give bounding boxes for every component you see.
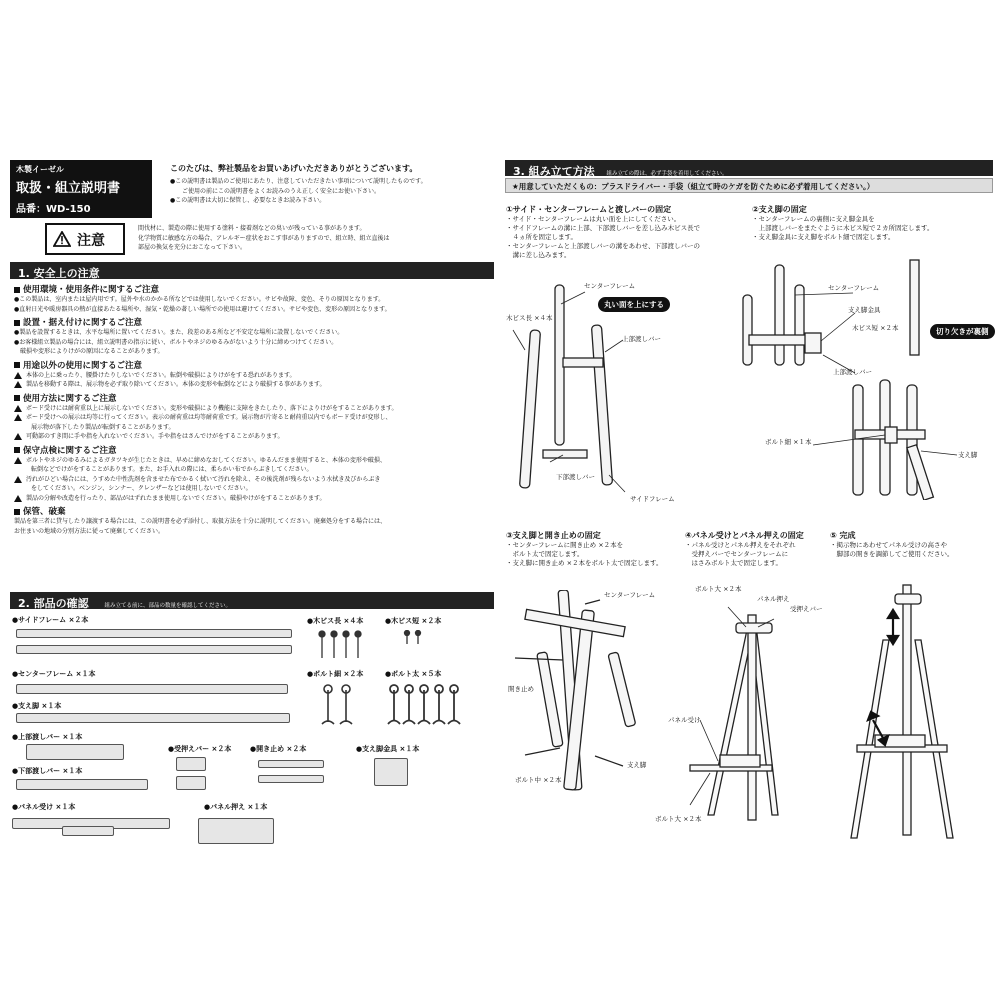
warning-icon (14, 372, 22, 379)
step5-heading: ⑤ 完成 (830, 531, 856, 540)
safety-line: 製品を移動する際は、展示物を必ず取り除いてください。本体の変形や転倒などにより破損する事があります。 (14, 380, 496, 390)
caution-line: 化学物質に敏感な方の場合、アレルギー症状をおこす事がありますので、組立時、組立直後は (138, 234, 390, 242)
step3-heading: ③支え脚と開き止めの固定 (506, 531, 601, 540)
bolt-thick-icons (386, 684, 466, 728)
step2-label-center: センターフレーム (828, 284, 880, 292)
step2-label-bolt: ボルト細 ×１本 (765, 438, 812, 446)
safety-line: 展示物が落下したり製品が転倒することがあります。 (25, 423, 175, 431)
safety-heading: 使用環境・使用条件に関するご注意 (14, 283, 496, 295)
step-line: 受押えバーでセンターフレームに (685, 550, 789, 558)
section2-note: 組み立てる前に、部品の数量を確認してください。 (104, 603, 232, 609)
step-line: はさみボルト太で固定します。 (685, 559, 782, 567)
safety-block (14, 359, 496, 390)
warning-icon (14, 476, 22, 483)
part-side-frame-label: ●サイドフレーム ×２本 (12, 616, 89, 624)
receiver-bar-shape (176, 776, 206, 790)
part-receiver-bar-label: ●受押えバー ×２本 (168, 745, 232, 753)
step-line: ・センターフレームの裏側に支え脚金具を (752, 215, 875, 223)
step3-label-stop: 開き止め (508, 685, 534, 693)
lower-bar-shape (16, 779, 148, 790)
safety-line: 汚れがひどい場合には、うすめた中性洗剤を含ませた布でかるく拭いて汚れを除え、その後洗剤が残らないよう水拭き及びからぶき (14, 475, 496, 485)
intro-line: ご使用の前にこの説明書をよくお読みのうえ正しく安全にお使い下さい。 (182, 187, 381, 195)
step3-label-leg: 支え脚 (627, 761, 647, 769)
step1-callout-round: 丸い面を上にする (598, 297, 670, 312)
step5-text (830, 530, 954, 559)
safety-block (14, 505, 496, 536)
safety-line: 製品の分解や改造を行ったり、部品がはずれたまま使用しないでください。破損やけがをすることがあります。 (14, 494, 496, 504)
part-opening-stop-label: ●開き止め ×２本 (250, 745, 307, 753)
step3-label-bolt: ボルト中 ×２本 (515, 776, 562, 784)
tools-text: ★用意していただくもの：プラスドライバー・手袋（組立て時のケガを防ぐために必ず着用してください。） (512, 182, 875, 191)
step2-label-bracket: 支え脚金具 (848, 306, 881, 314)
step2-label-leg: 支え脚 (958, 451, 978, 459)
step1-label-side: サイドフレーム (630, 495, 675, 503)
warning-icon (14, 495, 22, 502)
opening-stop-shape (258, 760, 324, 768)
safety-line: ●お客様組立製品の場合には、組立説明書の指示に従い、ボルトやネジのゆるみがないよう十分に締めつけてください。 (14, 338, 338, 346)
step2-heading: ②支え脚の固定 (752, 205, 807, 214)
step4-diagram (680, 595, 830, 825)
step1-label-center: センターフレーム (584, 282, 636, 290)
step5-diagram (835, 580, 975, 842)
caution-line: 部屋の換気を充分におこなって下さい。 (138, 244, 247, 251)
part-lower-bar-label: ●下部渡しバー ×１本 (12, 767, 83, 775)
section3-title: 3. 組み立て方法 (513, 165, 595, 178)
step4-label-bolt-bottom: ボルト大 ×２本 (655, 815, 702, 823)
step2-label-upper: 上部渡しバー (833, 368, 872, 376)
part-support-leg-label: ●支え脚 ×１本 (12, 702, 62, 710)
safety-block (14, 316, 496, 357)
safety-heading: 使用方法に関するご注意 (14, 392, 496, 404)
title-box (10, 160, 152, 218)
step-line: ・サイド・センターフレームは丸い面を上にしてください。 (506, 215, 681, 223)
step1-label-lower: 下部渡しバー (556, 473, 595, 481)
screw-long-icons (316, 630, 366, 660)
warning-icon (14, 414, 22, 421)
section1-header (10, 262, 494, 279)
safety-block (14, 444, 496, 504)
step3-label-center: センターフレーム (604, 591, 656, 599)
step1-heading: ①サイド・センターフレームと渡しバーの固定 (506, 205, 672, 214)
step1-text (506, 204, 700, 260)
safety-line: ボード受けへの展示は均等に行ってください。表示の耐荷重は均等耐荷重です。展示物が片寄ると耐荷重以内でもボード受けが変形し、 (14, 413, 496, 423)
safety-line: ●直射日光や暖房器具の熱が直接あたる場所や、湿気・乾燥の著しい場所での使用は避けてください。サビや変色、変形の原因となります。 (14, 305, 391, 313)
warning-icon (14, 381, 22, 388)
part-screw-long-label: ●木ビス長 ×４本 (307, 617, 364, 625)
part-upper-bar-label: ●上部渡しバー ×１本 (12, 733, 83, 741)
warning-icon (14, 433, 22, 440)
step-line: ・センターフレームと上部渡しバーの溝をあわせ、下部渡しバーの (506, 242, 700, 250)
safety-line: 破損や変形によりけがの原因になることがあります。 (14, 348, 164, 355)
section2-title: 2. 部品の確認 (18, 597, 89, 610)
step4-label-receiver: 受押えバー (790, 605, 823, 613)
safety-block (14, 392, 496, 442)
caution-box (45, 223, 125, 255)
step4-label-rest: パネル受け (668, 716, 701, 724)
step-line: 溝に差し込みます。 (506, 251, 571, 259)
part-panel-holder-label: ●パネル押え ×１本 (204, 803, 268, 811)
safety-line: 本体の上に乗ったり、腰掛けたりしないでください。転倒や破損によりけがをする恐れがあります。 (14, 371, 496, 381)
center-frame-rail (16, 684, 288, 694)
warning-icon (14, 405, 22, 412)
safety-block (14, 283, 496, 314)
step4-label-bolt-top: ボルト大 ×２本 (695, 585, 742, 593)
caution-line: 間伐材に、製造の際に使用する塗料・接着剤などの臭いが残っている事があります。 (138, 225, 366, 232)
warning-icon (14, 457, 22, 464)
step4-heading: ④パネル受けとパネル押えの固定 (685, 531, 804, 540)
part-center-frame-label: ●センターフレーム ×１本 (12, 670, 96, 678)
upper-bar-shape (26, 744, 124, 760)
safety-line: 転倒などでけがをすることがあります。また、お手入れの際には、柔らかい布でからぶきしてください。 (25, 466, 313, 473)
part-screw-short-label: ●木ビス短 ×２本 (385, 617, 442, 625)
step-line: ・支え脚に開き止め ×２本をボルト太で固定します。 (506, 559, 663, 567)
step-line: ・パネル受けとパネル押えをそれぞれ (685, 541, 796, 549)
safety-line: ボード受けには耐荷重以上に展示しないでください。変形や破損により機能に支障をきたしたり、落下によりけがをすることがあります。 (14, 404, 496, 414)
step4-text (685, 530, 804, 568)
intro-text (170, 163, 500, 206)
support-leg-rail (16, 713, 290, 723)
safety-heading: 保守点検に関するご注意 (14, 444, 496, 456)
opening-stop-shape (258, 775, 324, 783)
side-frame-rail (16, 629, 292, 638)
part-bolt-thick-label: ●ボルト太 ×５本 (385, 670, 442, 678)
intro-line: ●この説明書は大切に保管し、必要なときお読み下さい。 (170, 197, 326, 204)
leg-bracket-shape (374, 758, 408, 786)
safety-line: をしてください。ベンジン、シンナー、クレンザーなどは使用しないでください。 (25, 485, 252, 492)
part-panel-rest-label: ●パネル受け ×１本 (12, 803, 76, 811)
step-line: ・掲示物にあわせてパネル受けの高さや (830, 541, 947, 549)
step1-label-upper: 上部渡しバー (622, 335, 661, 343)
section1-title: 1. 安全上の注意 (18, 267, 100, 280)
section3-header (505, 160, 993, 176)
model-number: 品番：WD-150 (16, 204, 91, 215)
safety-line: お住まいの地域の分別方法に従って廃棄してください。 (14, 527, 165, 535)
step3-diagram (505, 590, 675, 800)
tools-banner (505, 178, 993, 193)
safety-line: 可動部のすき間に手や指を入れないでください。手や指をはさんでけがをすることがあります。 (14, 432, 496, 442)
intro-line: ●この説明書は製品のご使用にあたり、注意していただきたい事項について説明したものです。 (170, 178, 427, 185)
step-line: ・支え脚金具に支え脚をボルト細で固定します。 (752, 233, 895, 241)
step-line: ボルト太で固定します。 (506, 550, 584, 558)
section2-header (10, 592, 494, 609)
step-line: ・サイドフレームの溝に上部、下部渡しバーを差し込み木ビス長で (506, 224, 701, 232)
step2-text (752, 204, 933, 242)
safety-line: ●この製品は、室内または屋内用です。屋外や水のかかる所などでは使用しないでください。サビや故障、変色、そりの原因となります。 (14, 296, 385, 303)
safety-heading: 保管、破棄 (14, 505, 496, 517)
safety-line: 製品を第三者に貸与したり譲渡する場合には、この説明書を必ず添付し、取扱方法を十分に説明してください。廃棄処分をする場合には、 (14, 518, 387, 525)
receiver-bar-shape (176, 757, 206, 771)
part-bolt-thin-label: ●ボルト細 ×２本 (307, 670, 364, 678)
step-line: 脚部の開きを調節してご使用ください。 (830, 550, 954, 558)
brand-label: 木製イーゼル (16, 165, 64, 174)
screw-short-icons (402, 630, 426, 646)
safety-heading: 用途以外の使用に関するご注意 (14, 359, 496, 371)
caution-label: 注意 (77, 233, 105, 249)
safety-heading: 設置・据え付けに関するご注意 (14, 316, 496, 328)
intro-greeting: このたびは、弊社製品をお買いあげいただきありがとうございます。 (170, 164, 418, 173)
step2-callout-notch: 切り欠きが裏側 (930, 324, 995, 339)
panel-rest-tab (62, 826, 114, 836)
panel-holder-shape (198, 818, 274, 844)
part-leg-bracket-label: ●支え脚金具 ×１本 (356, 745, 420, 753)
step1-label-screw: 木ビス長 ×４本 (506, 314, 553, 322)
step3-text (506, 530, 663, 568)
step-line: ４ヵ所を固定します。 (506, 233, 577, 241)
step-line: ・センターフレームに開き止め ×２本を (506, 541, 624, 549)
step4-label-holder: パネル押え (757, 595, 790, 603)
step-line: 上部渡しバーをまたぐように木ビス短で２カ所固定します。 (752, 224, 934, 232)
doc-title: 取扱・組立説明書 (16, 181, 121, 196)
safety-notes (14, 283, 496, 536)
side-frame-rail (16, 645, 292, 654)
step2-label-screw: 木ビス短 ×２本 (852, 324, 899, 332)
warning-triangle-icon (53, 231, 71, 247)
safety-line: ●製品を設置するときは、水平な場所に置いてください。また、段差のある所など不安定な場所に設置しないでください。 (14, 329, 344, 336)
caution-text (138, 224, 390, 253)
bolt-thin-icons (318, 684, 358, 728)
section3-note: 組み立ての際は、必ず手袋を着用してください。 (606, 171, 728, 177)
safety-line: ボルトやネジのゆるみによるガタツキが生じたときは、早めに締めなおしてください。ゆるんだまま使用すると、本体の変形や破損、 (14, 456, 496, 466)
